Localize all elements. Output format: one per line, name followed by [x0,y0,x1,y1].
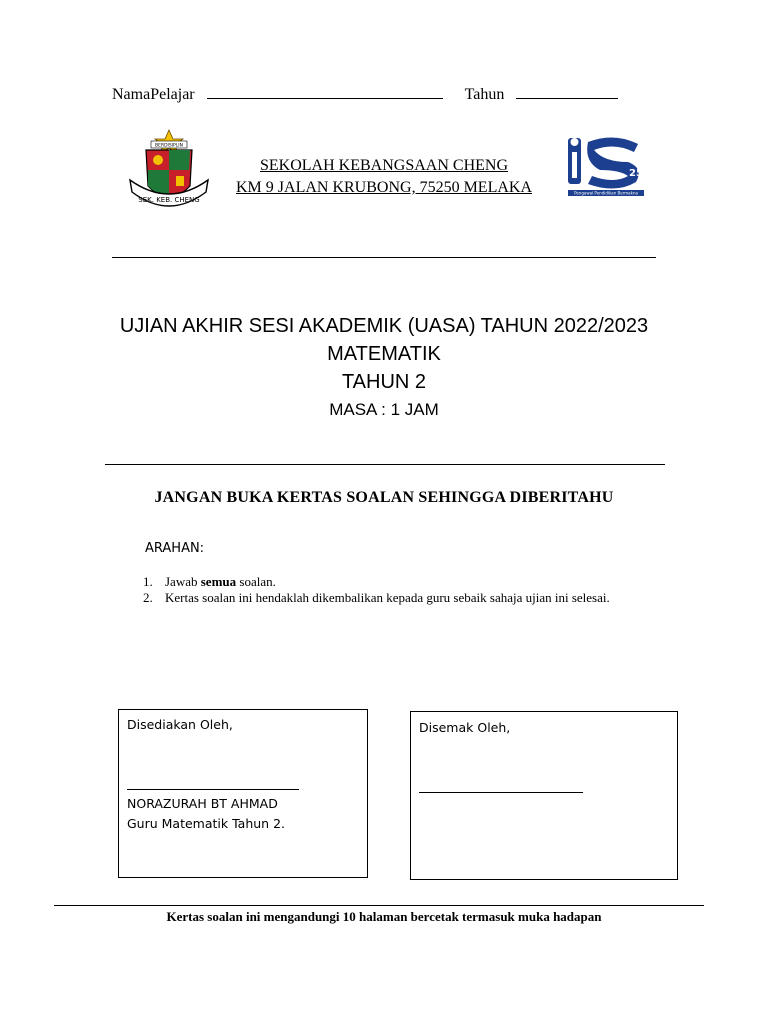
instruction-text: Kertas soalan ini hendaklah dikembalikan kepada guru sebaik sahaja ujian ini selesai. [165,590,610,605]
is-logo [564,132,648,202]
instruction-text-pre: Jawab [165,574,201,589]
warning-text: JANGAN BUKA KERTAS SOALAN SEHINGGA DIBERITAHU [154,489,614,506]
exam-subject: MATEMATIK [327,343,441,365]
checked-signature-line[interactable] [419,792,583,793]
school-address: KM 9 JALAN KRUBONG, 75250 MELAKA [236,179,532,196]
exam-year: TAHUN 2 [341,371,427,393]
nama-label: NamaPelajar [112,86,195,103]
instruction-item [143,590,623,606]
instruction-number: 2. [143,590,153,605]
preparer-role: Guru Matematik Tahun 2. [127,816,285,831]
school-name: SEKOLAH KEBANGSAAN CHENG [260,157,508,174]
instruction-text [165,574,623,590]
crest-text: SEK. KEB. CHENG [138,196,200,204]
instruction-text-bold: semua [200,574,237,589]
logo-number: 25 [629,168,643,179]
divider-top [112,257,656,258]
divider-bottom [54,905,704,906]
instruction-item [143,574,623,590]
checked-by-label: Disemak Oleh, [419,720,511,735]
instruction-text-post: soalan. [236,574,276,589]
nama-blank[interactable] [207,84,443,99]
exam-title: UJIAN AKHIR SESI AKADEMIK (UASA) TAHUN 2022/2023 [119,315,649,337]
divider-middle [105,464,665,465]
checked-by-box [410,711,678,880]
logo-caption: Pengawai Pendidikan Bermakna [574,190,638,196]
tahun-blank[interactable] [516,84,618,99]
instructions-heading: ARAHAN: [145,541,205,556]
prepared-signature-line[interactable] [127,789,299,790]
instructions-list [143,574,623,606]
preparer-name: NORAZURAH BT AHMAD [127,796,278,811]
student-info-line [112,84,618,104]
tahun-label: Tahun [464,86,505,103]
instruction-number: 1. [143,574,153,589]
prepared-by-box [118,709,368,878]
prepared-by-label: Disediakan Oleh, [127,717,233,732]
crest-banner: BERDISIPLIN [155,143,183,149]
footer-note: Kertas soalan ini mengandungi 10 halaman bercetak termasuk muka hadapan [166,909,602,924]
exam-duration: MASA : 1 JAM [329,400,439,419]
